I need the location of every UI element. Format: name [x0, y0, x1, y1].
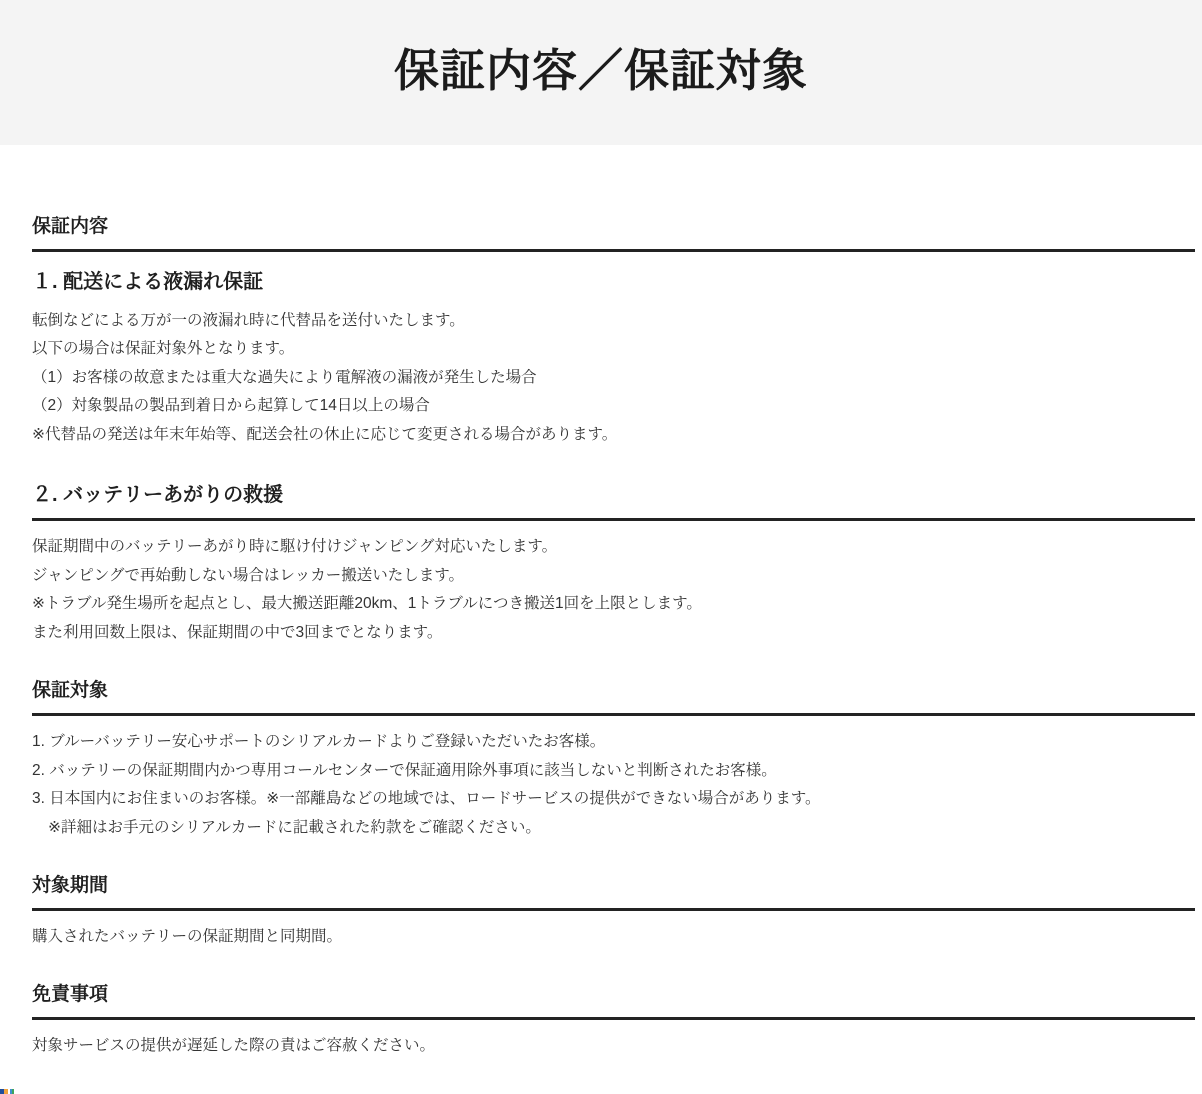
page-header — [0, 0, 1202, 145]
target-period-body — [32, 923, 1195, 952]
divider — [32, 1017, 1195, 1020]
list-item: 2. バッテリーの保証期間内かつ専用コールセンターで保証適用除外事項に該当しないと判断されたお客様。 — [32, 761, 777, 779]
warranty-target-list — [32, 728, 1195, 842]
subsection-2-heading: ２. バッテリーあがりの救援 — [32, 484, 284, 507]
list-item: 3. 日本国内にお住まいのお客様。※一部離島などの地域では、ロードサービスの提供ができない場合があります。 — [32, 790, 821, 807]
section-warranty-content — [32, 215, 1195, 647]
body-line: （2）対象製品の製品到着日から起算して14日以上の場合 — [32, 397, 430, 415]
section-warranty-target — [32, 679, 1195, 842]
body-line: 購入されたバッテリーの保証期間と同期間。 — [32, 927, 343, 945]
disclaimer-body — [32, 1032, 1195, 1061]
divider — [32, 908, 1195, 911]
divider — [32, 713, 1195, 716]
body-line: ジャンピングで再始動しない場合はレッカー搬送いたします。 — [32, 566, 464, 584]
partial-cutoff-icon — [0, 1089, 14, 1094]
section-disclaimer — [32, 983, 1195, 1060]
body-line: 保証期間中のバッテリーあがり時に駆け付けジャンピング対応いたします。 — [32, 538, 558, 556]
body-line: 以下の場合は保証対象外となります。 — [32, 340, 295, 358]
list-item: 1. ブルーバッテリー安心サポートのシリアルカードよりご登録いただいたお客様。 — [32, 733, 606, 750]
divider — [32, 249, 1195, 252]
list-note: ※詳細はお手元のシリアルカードに記載された約款をご確認ください。 — [48, 818, 541, 836]
subsection-1-heading: １. 配送による液漏れ保証 — [32, 270, 264, 293]
warranty-target-heading: 保証対象 — [32, 680, 109, 702]
body-line: ※代替品の発送は年末年始等、配送会社の休止に応じて変更される場合があります。 — [32, 425, 618, 443]
body-line: また利用回数上限は、保証期間の中で3回までとなります。 — [32, 623, 443, 641]
page-content — [0, 215, 1202, 1061]
body-line: 転倒などによる万が一の液漏れ時に代替品を送付いたします。 — [32, 311, 465, 329]
body-line: ※トラブル発生場所を起点とし、最大搬送距離20km、1トラブルにつき搬送1回を上限とします。 — [32, 595, 702, 613]
section-target-period — [32, 874, 1195, 951]
target-period-heading: 対象期間 — [32, 875, 109, 896]
body-line: 対象サービスの提供が遅延した際の責はご容赦ください。 — [32, 1037, 436, 1054]
subsection-2-body — [32, 533, 1195, 647]
body-line: （1）お客様の故意または重大な過失により電解液の漏液が発生した場合 — [32, 368, 537, 386]
warranty-content-heading: 保証内容 — [32, 216, 109, 237]
page-title: 保証内容／保証対象 — [393, 45, 808, 96]
subsection-1-body — [32, 307, 1195, 450]
disclaimer-heading: 免責事項 — [32, 984, 109, 1006]
divider — [32, 518, 1195, 521]
